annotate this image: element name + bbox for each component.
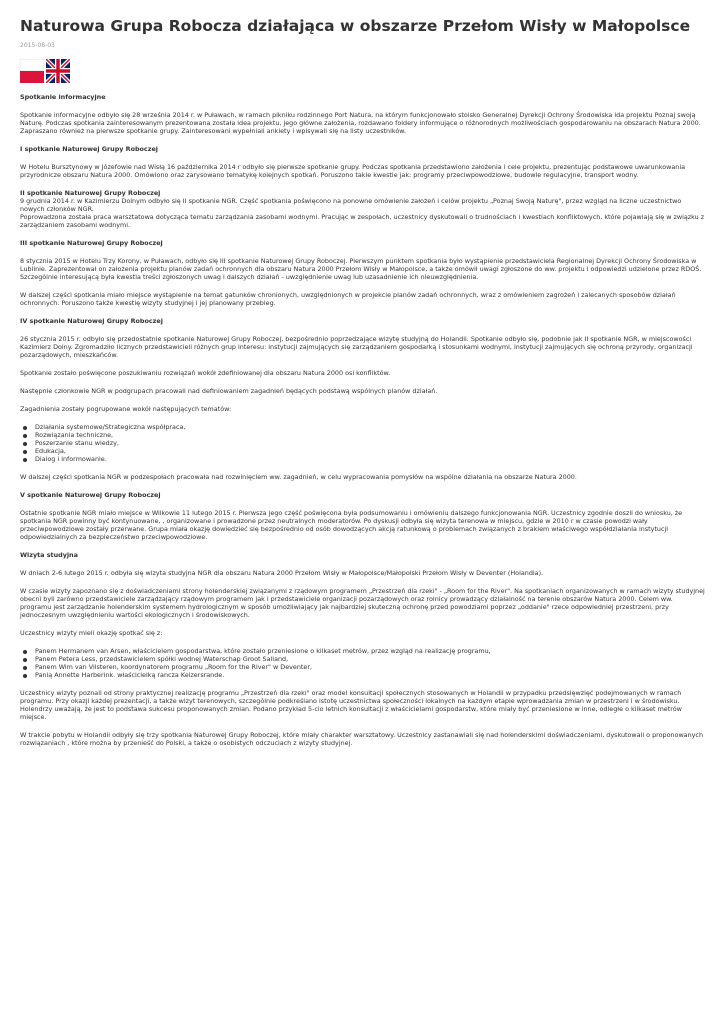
section-title: IV spotkanie Naturowej Grupy Roboczej: [20, 317, 163, 325]
list-item: Rozwiązania techniczne,: [35, 431, 705, 439]
paragraph: 8 stycznia 2015 w Hotelu Trzy Korony, w Puławach, odbyło się III spotkanie Naturowej Grupy Roboczej. Pierwszym punktem spotkania było wystąpienie przedstawiciela Regionalnej Dyrekcji Ochrony Środowiska w Lublinie. Zaprezentował on założenia projektu planów zadań ochronnych dla obszaru Natura 2000 Przełom Wisły w Małopolsce, a także omówił uwagi zgłoszone do ww. projektu i odpowiedzi udzielone przez RDOŚ. Szczególnie interesującą była kwestia treści zgłoszonych uwag i dalszych działań - uwzględnienie uwag lub uzasadnienie ich nieuwzględnienia.: [20, 257, 702, 281]
topics-list: [20, 423, 705, 463]
page-title: Naturowa Grupa Robocza działająca w obszarze Przełom Wisły w Małopolsce: [20, 17, 691, 35]
paragraph: W dalszej części spotkania NGR w podzespołach pracowała nad rozwinięciem ww. zagadnień, w celu wypracowania pomysłów na wspólne działania na obszarze Natura 2000.: [20, 473, 577, 481]
list-item: Panem Hermanem van Arsen, właścicielem gospodarstwa, które zostało przeniesione o kilkaset metrów, przez wzgląd na realizację programu,: [35, 647, 705, 655]
section-title: I spotkanie Naturowej Grupy Roboczej: [20, 145, 158, 153]
paragraph: Ostatnie spotkanie NGR miało miejsce w Wilkowie 11 lutego 2015 r. Pierwsza jego część poświęcona była podsumowaniu i omówieniu dalszego funkcjonowania NGR. Uczestnicy zgodnie doszli do wniosku, że spotkania NGR powinny być kontynuowane, , organizowane i prowadzone przez neutralnych moderatorów. Po dyskusji odbyła się wizyta terenowa w miejscu, gdzie w 2010 r w czasie powodzi wały przeciwpowodziowe zostały przerwane. Grupa miała okazję dowiedzieć się bezpośrednio od osób dowodzących akcją ratunkową o problemach związanych z brakiem właściwego współdziałania instytucji odpowiedzialnych za bezpieczeństwo przeciwpowodziowe.: [20, 509, 683, 541]
section-title: Spotkanie informacyjne: [20, 93, 106, 101]
paragraph: W dniach 2-6 lutego 2015 r. odbyła się wizyta studyjna NGR dla obszaru Natura 2000 Przełom Wisły w Małopolsce/Małopolski Przełom Wisły w Deventer (Holandia).: [20, 569, 544, 577]
list-item: Dialog i informowanie.: [35, 455, 705, 463]
paragraph: W dalszej części spotkania miało miejsce wystąpienie na temat gatunków chronionych, uwzględnionych w projekcie planów zadań ochronnych, wraz z omówieniem zagrożeń i zalecanych sposobów działań ochronnych. Poruszono także kwestię wizyty studyjnej i jej planowany przebieg.: [20, 291, 676, 307]
list-item: Edukacja,: [35, 447, 705, 455]
section-title: Wizyta studyjna: [20, 551, 78, 559]
language-switcher: [20, 59, 705, 83]
paragraph: Zagadnienia zostały pogrupowane wokół następujących tematów:: [20, 405, 232, 413]
contacts-list: [20, 647, 705, 679]
list-item: Panią Annette Harberink. właścicielką rancza Keizersrande.: [35, 671, 705, 679]
section-title: II spotkanie Naturowej Grupy Roboczej: [20, 189, 161, 197]
paragraph: Następnie członkowie NGR w podgrupach pracowali nad definiowaniem zagadnień będących podstawą wspólnych planów działań.: [20, 387, 438, 395]
list-item: Panem Wim van Vilsteren, koordynatorem programu „Room for the River" w Deventer,: [35, 663, 705, 671]
section-title: III spotkanie Naturowej Grupy Roboczej: [20, 239, 163, 247]
paragraph: Uczestnicy wizyty mieli okazję spotkać się z:: [20, 629, 163, 637]
paragraph: 9 grudnia 2014 r. w Kazimierzu Dolnym odbyło się II spotkanie NGR. Część spotkania poświęcono na ponowne omówienie założeń i celów projektu „Poznaj Swoją Naturę", przez wzgląd na liczne uczestnictwo nowych członków NGR.: [20, 197, 682, 213]
publish-date: 2015-08-03: [20, 42, 55, 49]
paragraph: Poprowadzona została praca warsztatowa dotycząca tematu zarządzania zasobami wodnymi. Pracując w zespołach, uczestnicy dyskutowali o trudnościach i kwestiach konfliktowych, które pojawiają się w związku z zarządzaniem zasobami wodnymi.: [20, 213, 705, 229]
list-item: Panem Petera Less, przedstawicielem spółki wodnej Waterschap Groot Salland,: [35, 655, 705, 663]
list-item: Działania systemowe/Strategiczna współpraca,: [35, 423, 705, 431]
paragraph: W Hotelu Bursztynowy w Józefowie nad Wisłą 16 października 2014 r odbyło się pierwsze spotkanie grupy. Podczas spotkania przedstawiono założenia i cele projektu, prezentując podstawowe uwarunkowania przyrodnicze obszaru Natura 2000. Omówiono oraz zarysowano tematykę kolejnych spotkań. Poruszono takie kwestie jak: programy przeciwpowodziowe, budowle regulacyjne, transport wodny.: [20, 163, 686, 179]
paragraph: Spotkanie informacyjne odbyło się 28 września 2014 r. w Puławach, w ramach pikniku rodzinnego Port Natura, na którym funkcjonowało stoisko Generalnej Dyrekcji Ochrony Środowiska ida projektu Poznaj swoją Naturę. Podczas spotkania zainteresowanym prezentowana została idea projektu, jego główne założenia, rozdawano foldery informujące o różnorodnych możliwościach gospodarowaniu na obszarach Natura 2000. Zapraszano również na pierwsze spotkanie grupy. Zainteresowani wypełniali ankiety i wpisywali się na listy uczestników.: [20, 111, 701, 135]
section-title: V spotkanie Naturowej Grupy Roboczej: [20, 491, 161, 499]
paragraph: 26 stycznia 2015 r. odbyło się przedostatnie spotkanie Naturowej Grupy Roboczej, bezpośrednio poprzedzające wizytę studyjną do Holandii. Spotkanie odbyło się, podobnie jak II spotkanie NGR, w miejscowości Kazimierz Dolny. Zgromadziło licznych przedstawicieli różnych grup interesu: instytucji zajmujących się zarządzaniem gospodarką i stosunkami wodnymi, instytucji zajmujących się ochroną przyrody, organizacji pozarządowych, mieszkańców.: [20, 335, 693, 359]
list-item: Poszerzanie stanu wiedzy,: [35, 439, 705, 447]
poland-flag-icon[interactable]: [20, 59, 44, 83]
paragraph: Uczestnicy wizyty poznali od strony praktycznej realizację programu „Przestrzeń dla rzeki" oraz model konsultacji społecznych stosowanych w Holandii w przypadku przedsięwzięć podejmowanych w ramach programu. Przy okazji każdej prezentacji, a także wizyt terenowych, szczególnie podkreślano istotę uczestnictwa społeczności lokalnych na każdym etapie wprowadzania zmian w przestrzeni i w środowisku. Holendrzy uważają, że jest to podstawa sukcesu proponowanych zmian. Podano przykład 5-cio letnich konsultacji z właścicielami gospodarstw, które miały być przeniesione w inne, odległe o kilkaset metrów miejsce.: [20, 689, 682, 721]
uk-flag-icon[interactable]: [46, 59, 70, 83]
paragraph: Spotkanie zostało poświęcone poszukiwaniu rozwiązań wokół zdefiniowanej dla obszaru Natura 2000 osi konfliktów.: [20, 369, 391, 377]
article-body: [20, 93, 705, 747]
paragraph: W czasie wizyty zapoznano się z doświadczeniami strony holenderskiej związanymi z rządowym programem „Przestrzeń dla rzeki" - „Room for the River". Na spotkaniach organizowanych w ramach wizyty studyjnej obecni byli zarówno przedstawiciele zarządzający rządowym programem jak i przedstawiciele organizacji pozarządowych oraz rolnicy prowadzący działalność na terenie obszarów Natura 2000. Celem ww. programu jest zarządzanie holenderskim systemem hydrologicznym w sposób umożliwiający jak najbardziej skuteczną ochronę przed powodziami poprzez „oddanie" rzece odpowiedniej przestrzeni, przy jednoczesnym uwzględnieniu wartości ekologicznych i środowiskowych.: [20, 587, 705, 619]
paragraph: W trakcie pobytu w Holandii odbyły się trzy spotkania Naturowej Grupy Roboczej, które miały charakter warsztatowy. Uczestnicy zastanawiali się nad holenderskimi doświadczeniami, dyskutowali o proponowanych rozwiązaniach , które można by przenieść do Polski, a także o osobistych odczuciach z wizyty studyjnej.: [20, 731, 703, 747]
